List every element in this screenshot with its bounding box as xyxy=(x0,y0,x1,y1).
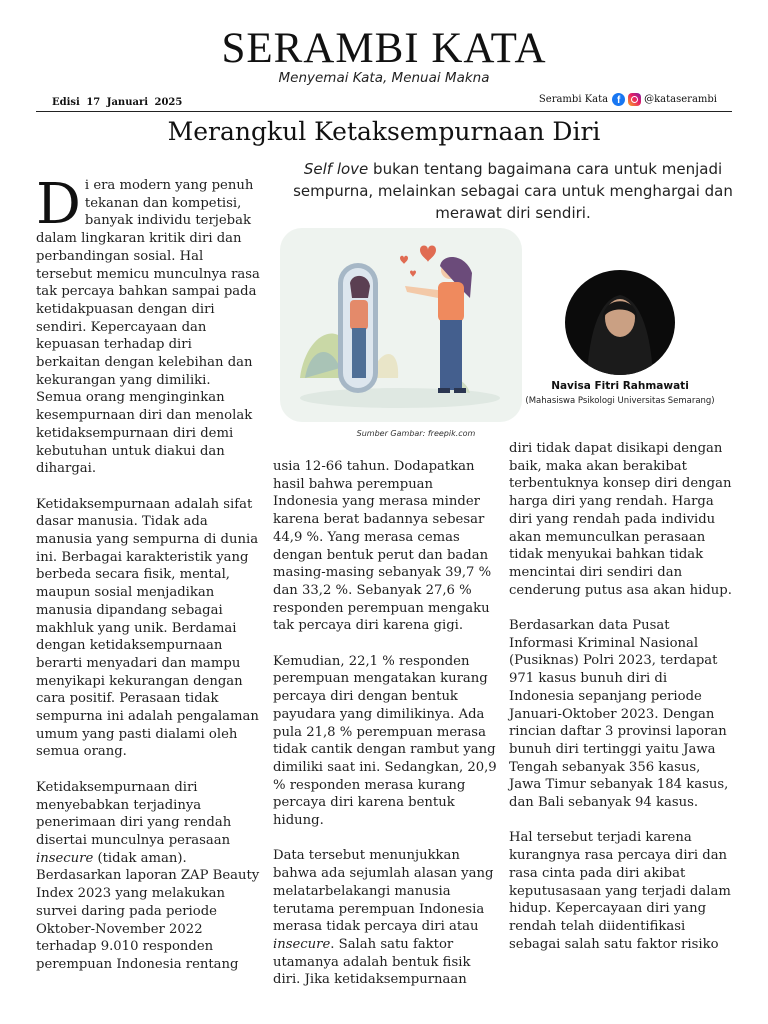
facebook-icon[interactable]: f xyxy=(612,93,625,106)
article-lede xyxy=(278,158,748,224)
paragraph-text: (tidak aman). Berdasarkan laporan ZAP Beauty Index 2023 yang melakukan survei daring pada periode Oktober-November 2022 terhadap 9.010 responden perempuan Indonesia rentang xyxy=(36,850,260,972)
paragraph xyxy=(36,172,260,478)
article-illustration xyxy=(280,228,522,422)
paragraph: Hal tersebut terjadi karena kurangnya rasa percaya diri dan rasa cinta pada diri akibat keputusasaan yang terjadi dalam hidup. Kepercayaan diri yang rendah telah diidentifikasi sebagai salah satu faktor risiko xyxy=(509,830,731,952)
author-avatar xyxy=(565,270,675,375)
brand-name: Serambi Kata xyxy=(538,94,609,105)
drop-cap: D xyxy=(36,172,81,237)
masthead-divider xyxy=(36,111,732,112)
paragraph xyxy=(36,779,260,974)
masthead-title: SERAMBI KATA xyxy=(221,25,547,72)
author-portrait xyxy=(565,270,675,375)
self-love-illustration xyxy=(280,228,522,422)
edition-date: Edisi 17 Januari 2025 xyxy=(52,97,183,108)
emphasis-term: insecure xyxy=(273,936,331,952)
instagram-icon[interactable] xyxy=(628,93,641,106)
paragraph: Berdasarkan data Pusat Informasi Kriminal Nasional (Pusiknas) Polri 2023, terdapat 971 kasus bunuh diri di Indonesia sepanjang periode Januari-Oktober 2023. Dengan rincian daftar 3 provinsi laporan bunuh diri tertinggi yaitu Jawa Tengah sebanyak 356 kasus, Jawa Timur sebanyak 184 kasus, dan Bali sebanyak 94 kasus. xyxy=(509,618,729,811)
image-caption: Sumber Gambar: freepik.com xyxy=(356,429,476,438)
paragraph-text: . Salah satu faktor utamanya adalah bentuk fisik diri. Jika ketidaksempurnaan xyxy=(273,936,471,988)
article-column-1 xyxy=(36,172,260,991)
paragraph xyxy=(273,847,499,989)
paragraph: Kemudian, 22,1 % responden perempuan mengatakan kurang percaya diri dengan bentuk payudara yang dimilikinya. Ada pula 21,8 % perempuan merasa tidak cantik dengan rambut yang dimiliki saat ini. Sedangkan, 20,9 % responden merasa kurang percaya diri karena bentuk hidung. xyxy=(273,653,497,829)
paragraph: Ketidaksempurnaan adalah sifat dasar manusia. Tidak ada manusia yang sempurna di dunia ini. Berbagai karakteristik yang berbeda secara fisik, mental, maupun sosial menjadikan manusia dipandang sebagai makhluk yang unik. Berdamai dengan ketidaksempurnaan berarti menyadari dan mampu menyikapi kekurangan dengan cara positif. Perasaan tidak sempurna ini adalah pengalaman umum yang pasti dialami oleh semua orang. xyxy=(36,496,259,760)
paragraph: diri tidak dapat disikapi dengan baik, maka akan berakibat terbentuknya konsep diri dengan harga diri yang rendah. Harga diri yang rendah pada individu akan memunculkan perasaan tidak menyukai bahkan tidak mencintai diri sendiri dan cenderung putus asa akan hidup. xyxy=(509,441,732,598)
article-column-3 xyxy=(509,440,735,971)
author-name: Navisa Fitri Rahmawati xyxy=(551,380,689,392)
paragraph: usia 12-66 tahun. Dodapatkan hasil bahwa perempuan Indonesia yang merasa minder karena berat badannya sebesar 44,9 %. Yang merasa cemas dengan bentuk perut dan badan masing-masing sebanyak 39,7 % dan 33,2 %. Sebanyak 27,6 % responden perempuan mengaku tak percaya diri karena gigi. xyxy=(273,459,492,634)
social-handle: @kataserambi xyxy=(644,94,717,105)
lede-text: bukan tentang bagaimana cara untuk menjadi sempurna, melainkan sebagai cara untuk menghargai dan merawat diri sendiri. xyxy=(293,160,733,222)
lede-emphasis: Self love xyxy=(303,160,369,178)
author-role: (Mahasiswa Psikologi Universitas Semarang) xyxy=(525,396,715,406)
emphasis-term: insecure xyxy=(36,850,94,866)
article-column-2 xyxy=(273,458,499,1007)
paragraph-text: Data tersebut menunjukkan bahwa ada sejumlah alasan yang melatarbelakangi manusia terutama perempuan Indonesia merasa tidak percaya diri atau xyxy=(273,848,494,935)
masthead-tagline: Menyemai Kata, Menuai Makna xyxy=(278,70,490,86)
article-headline: Merangkul Ketaksempurnaan Diri xyxy=(167,117,601,146)
paragraph-text: Ketidaksempurnaan diri menyebabkan terjadinya penerimaan diri yang rendah disertai munculnya perasaan xyxy=(36,779,232,848)
social-brandline xyxy=(539,93,717,106)
paragraph-text: i era modern yang penuh tekanan dan kompetisi, banyak individu terjebak dalam lingkaran kritik diri dan perbandingan sosial. Hal tersebut memicu munculnya rasa tak percaya bahkan sampai pada ketidakpuasan dengan diri sendiri. Kepercayaan dan kepuasan terhadap diri berkaitan dengan kelebihan dan kekurangan yang dimiliki. Semua orang menginginkan kesempurnaan diri dan menolak ketidaksempurnaan diri demi kebutuhan untuk diakui dan dihargai. xyxy=(36,178,260,477)
